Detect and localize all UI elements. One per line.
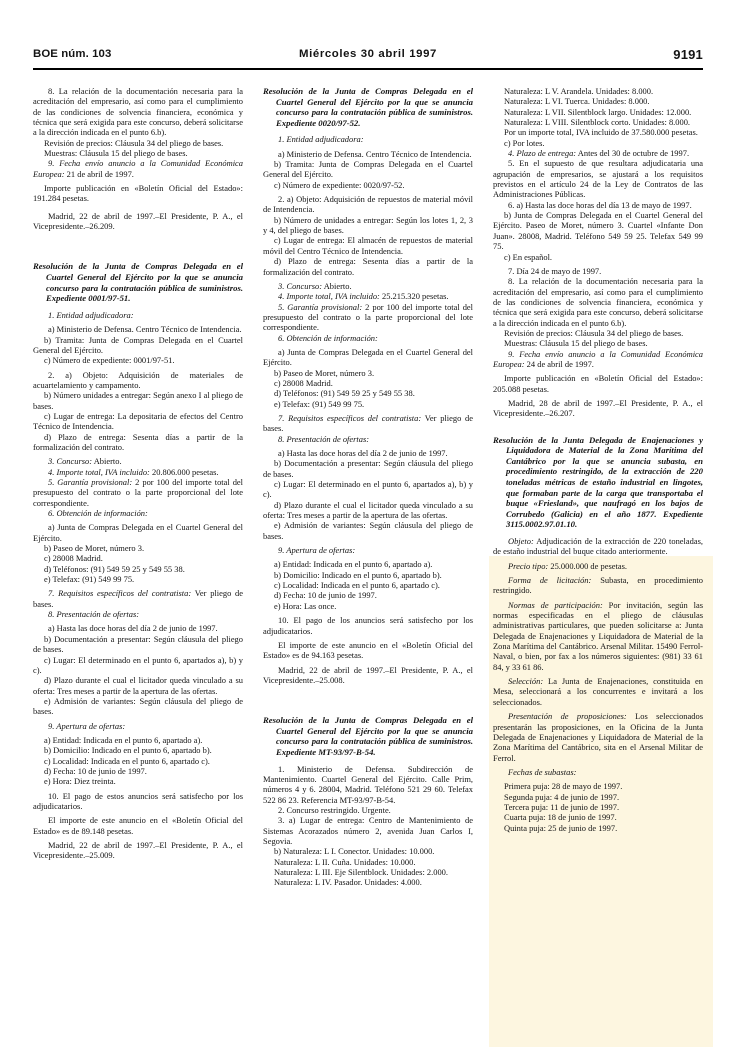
article-title-wrap — [263, 86, 473, 128]
field-value: Ver pliego de bases. — [33, 588, 243, 609]
paragraph: c) 28008 Madrid. — [44, 553, 103, 564]
paragraph — [33, 467, 243, 477]
field-label: 7. Requisitos específicos del contratista: — [278, 412, 422, 423]
section-heading: 9. Apertura de ofertas: — [278, 545, 356, 556]
header-rule — [33, 68, 703, 70]
paragraph — [33, 158, 243, 179]
auction-date: Cuarta puja: 18 de junio de 1997. — [504, 812, 617, 823]
paragraph: b) Número de unidades a entregar: Según los lotes 1, 2, 3 y 4, del pliego de bases. — [263, 214, 473, 236]
field-label: 7. Requisitos específicos del contratista: — [48, 588, 192, 599]
paragraph: 5. En el supuesto de que resultara adjudicataria una agrupación de empresarios, se ajustará a los requisitos previstos en el artículo 24 de la Ley de Contratos de las Administraciones Públicas. — [493, 158, 703, 200]
paragraph: d) Plazo de entrega: Sesenta días a partir de la formalización del contrato. — [263, 256, 473, 277]
field-value: Abierto. — [322, 280, 352, 291]
section-heading: 8. Presentación de ofertas: — [278, 433, 370, 444]
paragraph — [493, 711, 703, 763]
field-label: Objeto: — [508, 536, 534, 546]
paragraph: 8. La relación de la documentación necesaria para la acreditación del empresario, así como para el cumplimiento de las condiciones de solvencia financiera, económica y técnica que será exigida para este concurso, deberá solicitarse a la dirección indicada en el punto 6.b). — [33, 86, 243, 138]
field-label: 3. Concurso: — [278, 280, 323, 291]
signature-line: Madrid, 22 de abril de 1997.–El Presidente, P. A., el Vicepresidente.–25.009. — [33, 840, 243, 861]
paragraph: Naturaleza: L III. Eje Silentblock. Unidades: 2.000. — [274, 867, 449, 878]
article-mt-93-97-b-54 — [263, 715, 473, 888]
paragraph: c) Lugar: El determinado en el punto 6, apartados a), b) y c). — [263, 479, 473, 500]
auction-date: Primera puja: 28 de mayo de 1997. — [504, 781, 623, 792]
paragraph: c) Por lotes. — [504, 137, 545, 148]
paragraph: Importe publicación en «Boletín Oficial del Estado»: 205.088 pesetas. — [493, 373, 703, 394]
paragraph: e) Admisión de variantes: Según cláusula del pliego de bases. — [33, 695, 243, 717]
paragraph — [493, 575, 703, 596]
paragraph: c) Lugar de entrega: El almacén de repuestos de material móvil del Centro Técnico de Intendencia. — [263, 235, 473, 256]
paragraph — [493, 536, 703, 557]
column-1 — [33, 86, 243, 1041]
paragraph — [263, 413, 473, 434]
paragraph: d) Teléfonos: (91) 549 59 25 y 549 55 38. — [44, 563, 185, 574]
paragraph: c) Número de expediente: 0001/97-51. — [44, 355, 175, 366]
field-value: Ver pliego de bases. — [263, 412, 473, 434]
paragraph: El importe de este anuncio en el «Boletín Oficial del Estado» es de 94.163 pesetas. — [263, 639, 473, 661]
article-title-wrap — [263, 715, 473, 757]
paragraph: b) Documentación a presentar: Según cláusula del pliego de bases. — [263, 458, 473, 479]
paragraph: Naturaleza: L IV. Pasador. Unidades: 4.000. — [274, 877, 422, 888]
field-label: 9. Fecha envío anuncio a la Comunidad Económica Europea: — [33, 158, 243, 179]
field-label: 4. Importe total, IVA incluido: — [278, 291, 380, 302]
article-title-wrap — [33, 261, 243, 303]
field-value: Por invitación, según las normas especificadas en el pliego de cláusulas administrativas particulares, que pueden solicitarse a: Junta Delegada de Enajenaciones y Liquidadora de Material de la Zona Marítima del Cantábrico. Arsenal Militar. 15490 Ferrol-Naval, o bien, por fax a los números siguientes: (981) 33 61 84, y 33 61 86. — [493, 599, 703, 672]
paragraph: a) Junta de Compras Delegada en el Cuartel General del Ejército. — [33, 522, 243, 543]
paragraph: 10. El pago de estos anuncios será satisfecho por los adjudicatarios. — [33, 790, 243, 811]
publication-name: BOE núm. 103 — [33, 48, 112, 60]
paragraph — [493, 676, 703, 707]
paragraph: a) Ministerio de Defensa. Centro Técnico de Intendencia. — [48, 324, 242, 335]
paragraph: a) Hasta las doce horas del día 2 de junio de 1997. — [278, 448, 448, 458]
paragraph: d) Fecha: 10 de junio de 1997. — [274, 590, 377, 601]
article-0020-97-52 — [263, 86, 473, 685]
paragraph — [263, 302, 473, 333]
field-label: 4. Importe total, IVA incluido: — [48, 466, 150, 477]
paragraph — [33, 456, 243, 466]
field-value: 24 de abril de 1997. — [524, 358, 594, 369]
field-label: 3. Concurso: — [48, 456, 93, 467]
signature-line: Madrid, 22 de abril de 1997.–El Presidente, P. A., el Vicepresidente.–26.209. — [33, 210, 243, 232]
paragraph: Por un importe total, IVA incluido de 37.580.000 pesetas. — [504, 127, 698, 138]
section-heading: 8. Presentación de ofertas: — [48, 609, 140, 620]
paragraph: c) Número de expediente: 0020/97-52. — [274, 179, 405, 190]
paragraph: Revisión de precios: Cláusula 34 del pliego de bases. — [44, 137, 224, 148]
paragraph: b) Paseo de Moret, número 3. — [274, 367, 375, 378]
paragraph: e) Hora: Las once. — [274, 600, 337, 611]
paragraph: c) Lugar de entrega: La depositaria de efectos del Centro Técnico de Intendencia. — [33, 410, 243, 432]
publication-date: Miércoles 30 abril 1997 — [299, 48, 437, 60]
column-2 — [263, 86, 473, 1041]
paragraph: Naturaleza: L VI. Tuerca. Unidades: 8.000. — [504, 96, 650, 107]
article-columns — [33, 86, 703, 1041]
paragraph: Naturaleza: L VIII. Silentblock corto. Unidades: 8.000. — [504, 117, 691, 128]
signature-line: Madrid, 28 de abril de 1997.–El Presidente, P. A., el Vicepresidente.–26.207. — [493, 397, 703, 419]
article-highlighted-3115-0002-97-01-10 — [493, 435, 703, 833]
paragraph: d) Fecha: 10 de junio de 1997. — [44, 765, 147, 776]
field-label: Presentación de proposiciones: — [508, 711, 627, 722]
field-value: Los seleccionados presentarán las proposiciones, en la Oficina de la Junta Delegada de Enajenaciones y Liquidadora de Material de la Zona Marítima del Cantábrico, sita en el Arsenal Militar de Ferrol. — [493, 711, 703, 763]
field-label: 9. Fecha envío anuncio a la Comunidad Económica Europea: — [493, 348, 703, 369]
paragraph: d) Plazo durante el cual el licitador queda vinculado a su oferta: Tres meses a partir de la apertura de las ofertas. — [263, 499, 473, 521]
field-label: 5. Garantía provisional: — [278, 301, 363, 312]
paragraph: El importe de este anuncio en el «Boletín Oficial del Estado» es de 89.148 pesetas. — [33, 815, 243, 836]
paragraph: Naturaleza: L V. Arandela. Unidades: 8.000. — [504, 86, 654, 96]
paragraph — [493, 148, 703, 158]
paragraph: 2. a) Objeto: Adquisición de repuestos de material móvil de Intendencia. — [263, 194, 473, 215]
field-value: 2 por 100 del importe total del presupuesto del contrato o la parte proporcional del lote correspondiente. — [263, 301, 474, 333]
field-value: Subasta, en procedimiento restringido. — [493, 575, 703, 596]
paragraph: a) Junta de Compras Delegada en el Cuartel General del Ejército. — [263, 346, 473, 368]
auction-date: Tercera puja: 11 de junio de 1997. — [504, 801, 620, 812]
paragraph: b) Paseo de Moret, número 3. — [44, 543, 145, 554]
paragraph: 2. a) Objeto: Adquisición de materiales de acuartelamiento y campamento. — [33, 369, 243, 390]
article-title: Resolución de la Junta de Compras Delegada en el Cuartel General del Ejército por la que se anuncia concurso para la contratación pública de suministros. Expediente 0001/97-51. — [33, 261, 243, 304]
paragraph: b) Domicilio: Indicado en el punto 6, apartado b). — [44, 745, 212, 756]
paragraph: 6. a) Hasta las doce horas del día 13 de mayo de 1997. — [508, 199, 692, 210]
paragraph: c) Lugar: El determinado en el punto 6, apartados a), b) y c). — [33, 654, 243, 675]
paragraph: c) Localidad: Indicada en el punto 6, apartado c). — [274, 580, 440, 591]
field-value: 2 por 100 del importe total del presupuesto del contrato o la parte proporcional del lote correspondiente. — [33, 477, 244, 508]
paragraph: e) Telefax: (91) 549 99 75. — [274, 398, 365, 409]
paragraph: e) Telefax: (91) 549 99 75. — [44, 574, 135, 585]
field-label: 5. Garantía provisional: — [48, 477, 133, 487]
section-heading: 1. Entidad adjudicadora: — [48, 309, 134, 320]
paragraph: a) Ministerio de Defensa. Centro Técnico de Intendencia. — [278, 148, 472, 159]
paragraph: d) Teléfonos: (91) 549 59 25 y 549 55 38. — [274, 388, 415, 399]
field-value: La Junta de Enajenaciones, constituida en Mesa, seleccionará a los concurrentes e invitará a los seleccionados. — [493, 676, 703, 707]
paragraph: c) 28008 Madrid. — [274, 377, 333, 388]
paragraph — [33, 588, 243, 609]
field-value: Antes del 30 de octubre de 1997. — [576, 148, 690, 159]
article-title: Resolución de la Junta de Compras Delegada en el Cuartel General del Ejército por la que se anuncia concurso para la contratación pública de suministros. Expediente 0020/97-52. — [263, 86, 473, 128]
paragraph: b) Tramita: Junta de Compras Delegada en el Cuartel General del Ejército. — [263, 159, 473, 180]
paragraph — [493, 349, 703, 370]
paragraph — [493, 600, 703, 672]
paragraph — [33, 477, 243, 508]
page-header — [33, 48, 703, 70]
paragraph: Naturaleza: L II. Cuña. Unidades: 10.000. — [274, 856, 416, 867]
paragraph: d) Plazo durante el cual el licitador queda vinculado a su oferta: Tres meses a partir de la apertura de las ofertas. — [33, 675, 243, 696]
paragraph: b) Junta de Compras Delegada en el Cuartel General del Ejército. Paseo de Moret, número 3. Cuartel «Infante Don Juan». 28008, Madrid. Teléfono 549 59 25. Telefax 549 99 75. — [493, 210, 703, 252]
field-value: 20.806.000 pesetas. — [149, 466, 219, 477]
paragraph: a) Hasta las doce horas del día 2 de junio de 1997. — [48, 623, 218, 634]
paragraph: 2. Concurso restringido. Urgente. — [278, 804, 391, 815]
paragraph: Muestras: Cláusula 15 del pliego de bases. — [44, 148, 188, 159]
article-title-wrap — [493, 435, 703, 530]
article-title: Resolución de la Junta Delegada de Enajenaciones y Liquidadora de Material de la Zona Marítima del Cantábrico por la que se anuncia subasta, en procedimiento restringido, de la extracción de 220 toneladas métricas de estaño industrial en lingotes, que formaban parte de la carga que transportaba el buque «Friesland», que naufragó en los bajos de Corrubedo (Galicia) en el año 1877. Expediente 3115.0002.97.01.10. — [493, 434, 703, 530]
paragraph: c) En español. — [504, 251, 553, 262]
signature-line: Madrid, 22 de abril de 1997.–El Presidente, P. A., el Vicepresidente.–25.008. — [263, 664, 473, 685]
field-label: Precio tipo: — [508, 560, 549, 571]
section-heading: Fechas de subastas: — [508, 766, 577, 777]
paragraph: c) Localidad: Indicada en el punto 6, apartado c). — [44, 755, 210, 766]
paragraph: Importe publicación en «Boletín Oficial del Estado»: 191.284 pesetas. — [33, 183, 243, 204]
field-label: Selección: — [508, 676, 544, 687]
paragraph: b) Documentación a presentar: Según cláusula del pliego de bases. — [33, 633, 243, 655]
paragraph: b) Tramita: Junta de Compras Delegada en el Cuartel General del Ejército. — [33, 334, 243, 355]
page-number: 9191 — [673, 47, 703, 62]
field-value: 25.000.000 de pesetas. — [548, 560, 627, 571]
article-title: Resolución de la Junta de Compras Delegada en el Cuartel General del Ejército por la que se anuncia concurso para la contratación pública de suministros. Expediente MT-93/97-B-54. — [263, 715, 473, 757]
article-continued-0001 — [33, 86, 243, 231]
section-heading: 6. Obtención de información: — [48, 508, 148, 519]
section-heading: 9. Apertura de ofertas: — [48, 720, 126, 731]
field-label: Forma de licitación: — [508, 575, 592, 586]
paragraph: e) Hora: Diez treinta. — [44, 776, 116, 787]
section-heading: 6. Obtención de información: — [278, 332, 378, 343]
paragraph: 7. Día 24 de mayo de 1997. — [508, 265, 602, 276]
field-value: Adjudicación de la extracción de 220 toneladas, de estaño industrial del buque citado anteriormente. — [493, 536, 703, 557]
paragraph: 8. La relación de la documentación necesaria para la acreditación del empresario, así como para el cumplimiento de las condiciones de solvencia financiera, económica y técnica que será exigida para este concurso, deberá solicitarse a la dirección indicada en el punto 6.b). — [493, 276, 703, 328]
auction-date: Quinta puja: 25 de junio de 1997. — [504, 822, 618, 833]
paragraph: 1. Ministerio de Defensa. Subdirección de Mantenimiento. Cuartel General del Ejército. Calle Prim, números 4 y 6. 28004, Madrid. Teléfono 521 29 60. Telefax 522 86 23. Referencia MT-93/97-B-54. — [263, 763, 473, 805]
field-value: 21 de abril de 1997. — [64, 168, 134, 179]
paragraph: b) Domicilio: Indicado en el punto 6, apartado b). — [274, 569, 442, 580]
field-value: Abierto. — [92, 456, 122, 467]
field-label: 4. Plazo de entrega: — [508, 148, 577, 159]
paragraph: Revisión de precios: Cláusula 34 del pliego de bases. — [504, 327, 684, 338]
field-value: 25.215.320 pesetas. — [379, 291, 449, 302]
paragraph: d) Plazo de entrega: Sesenta días a partir de la formalización del contrato. — [33, 431, 243, 452]
paragraph — [493, 561, 703, 571]
paragraph: a) Entidad: Indicada en el punto 6, apartado a). — [44, 734, 203, 745]
paragraph: 3. a) Lugar de entrega: Centro de Mantenimiento de Sistemas Acorazados número 2, avenida Juan Carlos I, Segovia. — [263, 815, 473, 846]
column-3 — [493, 86, 703, 1041]
paragraph: e) Admisión de variantes: Según cláusula del pliego de bases. — [263, 520, 473, 541]
article-mt-93-97-b-54-continued — [493, 86, 703, 419]
section-heading: 1. Entidad adjudicadora: — [278, 134, 364, 145]
field-label: Normas de participación: — [508, 599, 603, 610]
paragraph: 10. El pago de los anuncios será satisfecho por los adjudicatarios. — [263, 615, 473, 636]
article-0001-97-51 — [33, 261, 243, 860]
paragraph: Naturaleza: L VII. Silentblock largo. Unidades: 12.000. — [504, 106, 692, 117]
paragraph: Muestras: Cláusula 15 del pliego de bases. — [504, 338, 648, 349]
paragraph — [263, 291, 473, 301]
paragraph: b) Número unidades a entregar: Según anexo I al pliego de bases. — [33, 390, 243, 411]
paragraph: b) Naturaleza: L I. Conector. Unidades: 10.000. — [274, 846, 435, 857]
paragraph — [263, 281, 473, 291]
auction-date: Segunda puja: 4 de junio de 1997. — [504, 791, 620, 802]
paragraph: a) Entidad: Indicada en el punto 6, apartado a). — [274, 559, 433, 570]
